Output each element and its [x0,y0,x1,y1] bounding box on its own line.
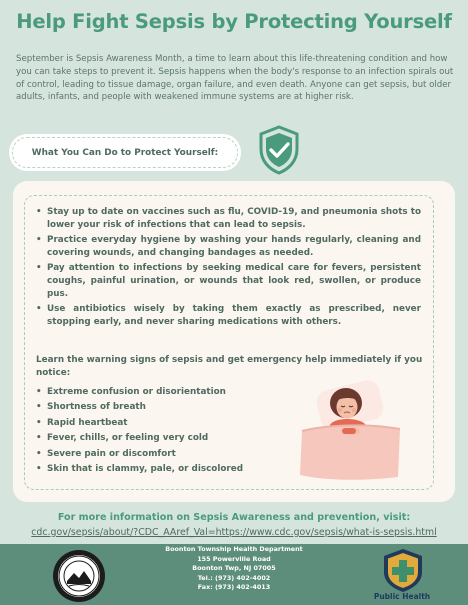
intro-paragraph: September is Sepsis Awareness Month, a time to learn about this life-threatening condition and how you can take steps to prevent it. Sepsis happens when the body's response to an infection spirals out of control, leading to tissue damage, organ failure, and even death. Anyone can get sepsis, but older adults, infants, and people with weakened immune systems are at higher risk. [16,54,454,103]
dept-name: Boonton Township Health Department [165,545,303,553]
list-item: • Practice everyday hygiene by washing your hands regularly, cleaning and covering wounds, and changing bandages as needed. [36,234,421,260]
public-health-logo-text: Public Health [373,592,431,601]
dept-tel[interactable]: Tel.: (973) 402-4002 [197,573,271,582]
list-item: • Skin that is clammy, pale, or discolored [36,462,286,477]
section-label-text: What You Can Do to Protect Yourself: [31,147,219,158]
list-item: • Stay up to date on vaccines such as flu, COVID-19, and pneumonia shots to lower your risk of infections that can lead to sepsis. [36,206,421,232]
list-item: • Pay attention to infections by seeking medical care for fevers, persistent coughs, painful urination, or wounds that look red, swollen, or produce pus. [36,262,421,302]
dept-fax: Fax: (973) 402-4013 [197,583,271,592]
list-item: • Rapid heartbeat [36,416,286,431]
list-item: • Shortness of breath [36,400,286,415]
more-info-text: For more information on Sepsis Awareness and prevention, visit: [57,512,411,523]
list-item: • Extreme confusion or disorientation [36,385,286,400]
warning-signs-list [36,385,286,477]
section-label [12,137,238,168]
shield-check-icon [258,125,300,175]
list-item: • Use antibiotics wisely by taking them exactly as prescribed, never stopping early, and never sharing medications with others. [36,303,421,329]
warning-intro: Learn the warning signs of sepsis and get emergency help immediately if you notice: [36,355,423,379]
list-item: • Severe pain or discomfort [36,447,286,462]
prevention-tips-list [36,206,421,331]
cdc-link[interactable]: cdc.gov/sepsis/about/?CDC_AAref_Val=https://www.cdc.gov/sepsis/what-is-sepsis.html [31,527,437,538]
list-item: • Fever, chills, or feeling very cold [36,431,286,446]
dept-city: Boonton Twp, NJ 07005 [192,564,276,573]
page-title: Help Fight Sepsis by Protecting Yourself [16,10,452,33]
township-seal [52,549,106,603]
dept-street: 155 Powerville Road [197,554,271,563]
sick-person-illustration [296,375,404,483]
